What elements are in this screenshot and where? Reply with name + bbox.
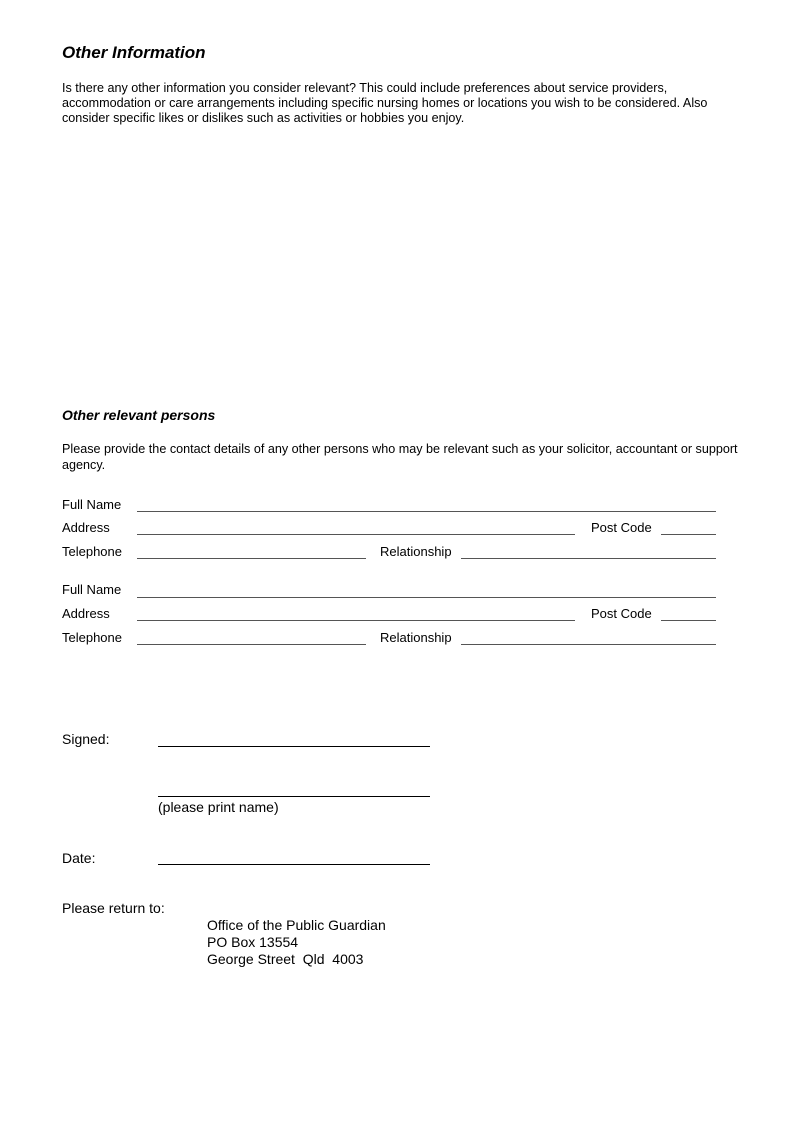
person-2-full-name-field[interactable] xyxy=(137,597,716,598)
person-1-relationship-label: Relationship xyxy=(380,544,452,559)
return-address-line-1: Office of the Public Guardian xyxy=(207,917,386,933)
other-persons-instructions: Please provide the contact details of any other persons who may be relevant such as your solicitor, accountant or support agency. xyxy=(62,442,738,472)
person-2-post-code-label: Post Code xyxy=(591,606,652,621)
person-2-relationship-field[interactable] xyxy=(461,644,716,645)
return-address xyxy=(207,917,386,968)
date-label: Date: xyxy=(62,850,96,866)
person-1-full-name-label: Full Name xyxy=(62,497,122,512)
person-2-post-code-field[interactable] xyxy=(661,620,716,621)
person-1-address-label: Address xyxy=(62,520,110,535)
signature-line[interactable] xyxy=(158,746,430,747)
person-2-telephone-label: Telephone xyxy=(62,630,122,645)
date-line[interactable] xyxy=(158,864,430,865)
person-2-full-name-label: Full Name xyxy=(62,582,122,597)
print-name-line[interactable] xyxy=(158,796,430,797)
section-title-other-relevant-persons: Other relevant persons xyxy=(62,407,216,423)
other-information-instructions: Is there any other information you consider relevant? This could include preferences about service providers, accommodation or care arrangements including specific nursing homes or locations you wish to be considered. Also consider specific likes or dislikes such as activities or hobbies you enjoy. xyxy=(62,81,708,125)
person-1-address-field[interactable] xyxy=(137,534,575,535)
signed-label: Signed: xyxy=(62,731,110,747)
person-2-relationship-label: Relationship xyxy=(380,630,452,645)
person-1-relationship-field[interactable] xyxy=(461,558,716,559)
person-1-post-code-field[interactable] xyxy=(661,534,716,535)
person-1-telephone-field[interactable] xyxy=(137,558,366,559)
person-1-telephone-label: Telephone xyxy=(62,544,122,559)
return-label: Please return to: xyxy=(62,900,165,916)
person-2-address-field[interactable] xyxy=(137,620,575,621)
person-2-address-label: Address xyxy=(62,606,110,621)
person-2-telephone-field[interactable] xyxy=(137,644,366,645)
return-address-line-3: George Street Qld 4003 xyxy=(207,951,364,967)
person-1-full-name-field[interactable] xyxy=(137,511,716,512)
other-information-writing-area[interactable] xyxy=(62,135,742,395)
section-title-other-information: Other Information xyxy=(62,43,206,62)
print-name-note: (please print name) xyxy=(158,799,279,815)
person-1-post-code-label: Post Code xyxy=(591,520,652,535)
return-address-line-2: PO Box 13554 xyxy=(207,934,299,950)
